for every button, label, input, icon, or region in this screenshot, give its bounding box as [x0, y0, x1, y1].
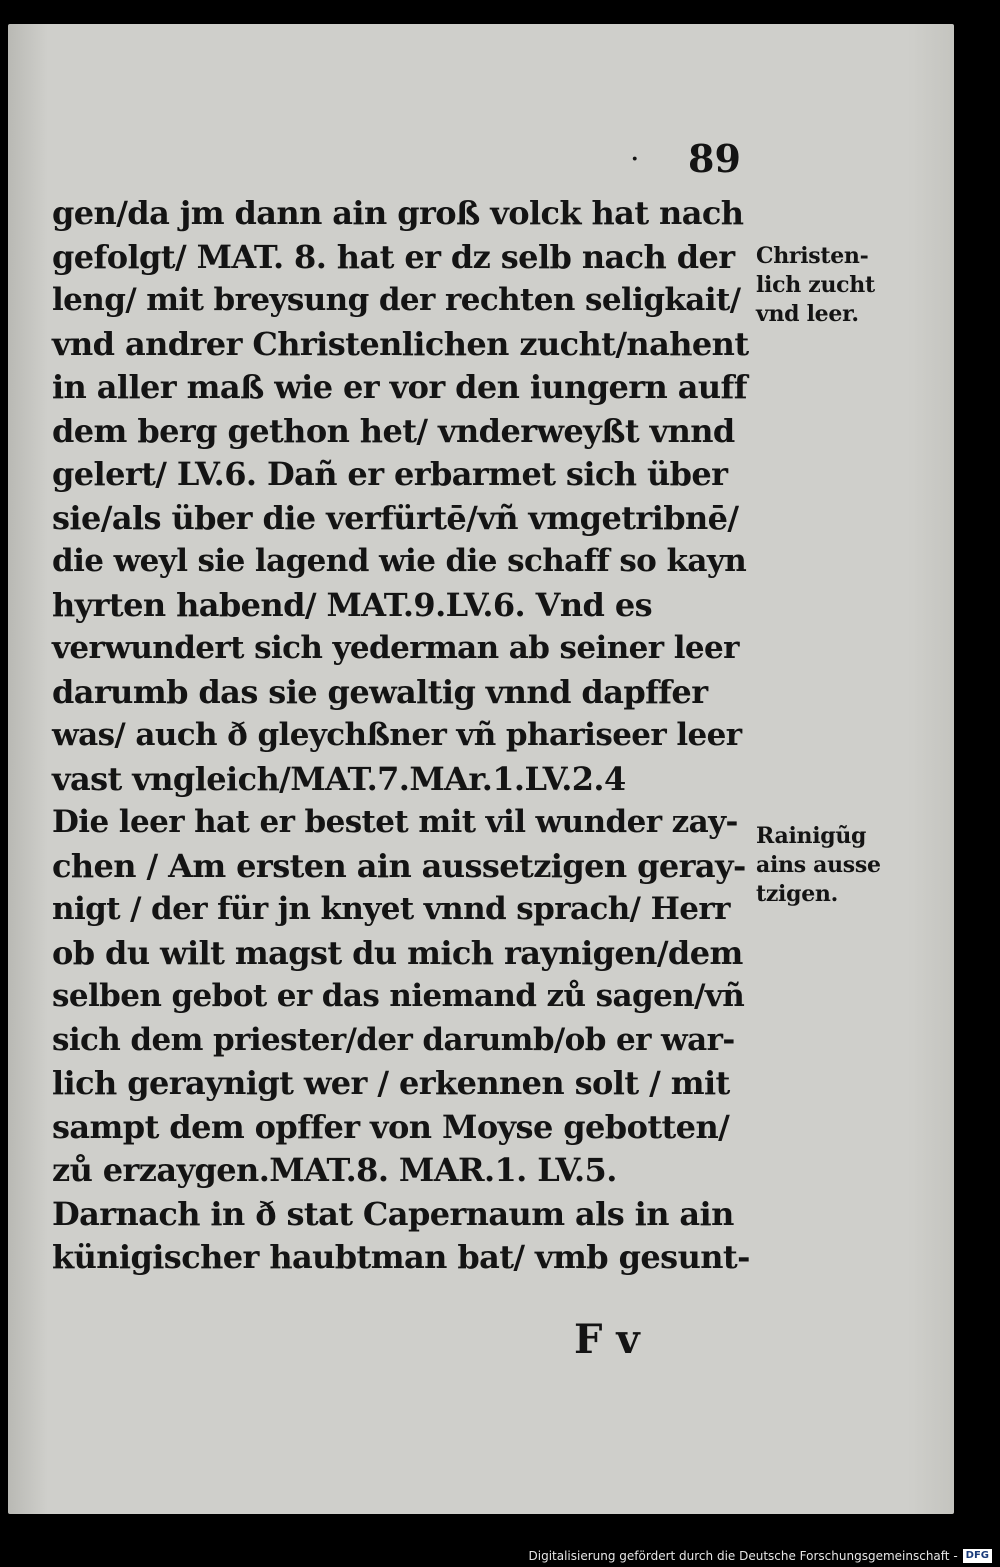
- text-line: lich geraynigt wer / erkennen solt / mit: [52, 1064, 730, 1102]
- marginal-note-line: vnd leer.: [756, 301, 859, 327]
- text-line: hyrten habend/ MAT.9.LV.6. Vnd es: [52, 585, 653, 624]
- text-line: ob du wilt magst du mich raynigen/dem: [52, 933, 743, 972]
- funding-footer: [529, 1547, 993, 1565]
- marginal-note-line: lich zucht: [756, 272, 875, 298]
- funding-text: Digitalisierung gefördert durch die Deutsche Forschungsgemeinschaft -: [528, 1549, 958, 1563]
- text-line: Die leer hat er bestet mit vil wunder zay-: [52, 804, 738, 840]
- book-page: [8, 24, 954, 1514]
- text-line: chen / Am ersten ain aussetzigen geray-: [52, 846, 746, 885]
- text-line: Darnach in ð stat Capernaum als in ain: [52, 1194, 734, 1233]
- marginal-note: [756, 242, 906, 329]
- signature-mark: F v: [574, 1316, 640, 1363]
- text-line: sampt dem opffer von Moyse gebotten/: [52, 1107, 730, 1146]
- main-text-block: [52, 192, 752, 1280]
- text-line: sich dem priester/der darumb/ob er war-: [52, 1021, 735, 1058]
- text-line: künigischer haubtman bat/ vmb gesunt-: [52, 1238, 750, 1276]
- marginal-note-line: Rainigũg: [756, 823, 867, 849]
- text-line: darumb das sie gewaltig vnnd dapffer: [52, 672, 708, 711]
- folio-number: 89: [688, 136, 741, 181]
- text-line: dem berg gethon het/ vnderweyßt vnnd: [52, 411, 735, 450]
- marginal-note-line: tzigen.: [756, 881, 838, 907]
- folio-mark: ·: [630, 142, 640, 177]
- text-line: gefolgt/ MAT. 8. hat er dz selb nach der: [52, 237, 735, 276]
- dfg-logo: DFG: [963, 1549, 992, 1563]
- marginal-note-line: ains ausse: [756, 852, 881, 878]
- text-line: vast vngleich/MAT.7.MAr.1.LV.2.4: [52, 759, 626, 798]
- text-line: vnd andrer Christenlichen zucht/nahent: [52, 324, 749, 363]
- text-line: leng/ mit breysung der rechten seligkait/: [52, 282, 741, 318]
- text-line: sie/als über die verfürtē/vñ vmgetribnē/: [52, 498, 739, 537]
- text-line: nigt / der für jn knyet vnnd sprach/ Herr: [52, 891, 730, 927]
- text-line: gen/da jm dann ain groß volck hat nach: [52, 194, 744, 232]
- text-line: zů erzaygen.MAT.8. MAR.1. LV.5.: [52, 1151, 617, 1189]
- text-line: was/ auch ð gleychßner vñ phariseer leer: [52, 717, 742, 753]
- text-line: selben gebot er das niemand zů sagen/vñ: [52, 978, 745, 1014]
- marginal-note: [756, 822, 906, 909]
- marginal-note-line: Christen-: [756, 243, 869, 269]
- text-line: in aller maß wie er vor den iungern auff: [52, 368, 747, 406]
- text-line: gelert/ LV.6. Dañ er erbarmet sich über: [52, 455, 728, 493]
- text-line: die weyl sie lagend wie die schaff so kayn: [52, 543, 747, 579]
- text-line: verwundert sich yederman ab seiner leer: [52, 630, 739, 666]
